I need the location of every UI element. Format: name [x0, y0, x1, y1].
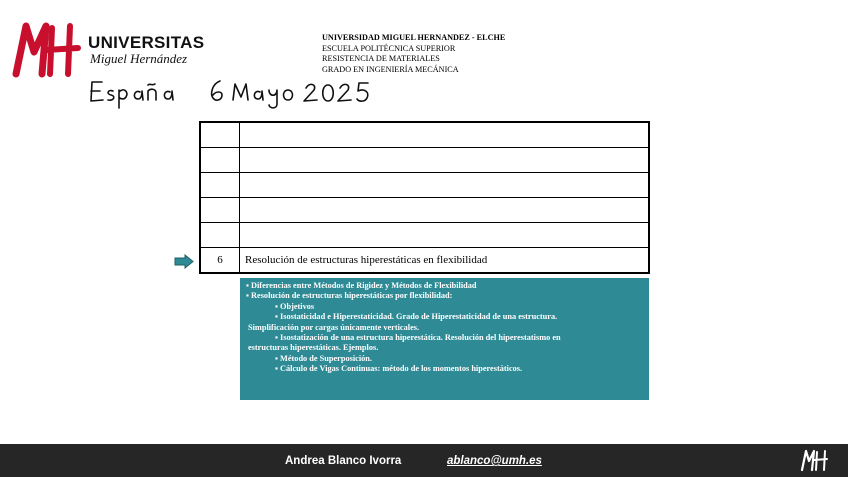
table-row — [200, 198, 649, 223]
topic-number — [200, 198, 240, 223]
topic-number — [200, 173, 240, 198]
content-line: ▪ Isostatización de una estructura hiperestática. Resolución del hiperestatismo en — [275, 333, 561, 343]
header-line-degree: GRADO EN INGENIERÍA MECÁNICA — [322, 64, 459, 74]
university-logo-icon — [12, 22, 82, 80]
topic-number — [200, 223, 240, 248]
topic-number: 6 — [200, 248, 240, 274]
header-line-university: UNIVERSIDAD MIGUEL HERNANDEZ - ELCHE — [322, 33, 506, 42]
table-row — [200, 223, 649, 248]
header-line-subject: RESISTENCIA DE MATERIALES — [322, 54, 440, 64]
author-email-link[interactable]: ablanco@umh.es — [447, 455, 542, 467]
content-line: ▪ Isostaticidad e Hiperestaticidad. Grado de Hiperestaticidad de una estructura. — [275, 312, 558, 322]
content-line: Simplificación por cargas únicamente verticales. — [248, 322, 420, 332]
content-line: ▪ Diferencias entre Métodos de Rigidez y Métodos de Flexibilidad — [246, 281, 477, 290]
handwritten-annotation — [88, 72, 378, 112]
topic-number — [200, 122, 240, 148]
content-line: ▪ Cálculo de Vigas Continuas: método de los momentos hiperestáticos. — [275, 364, 523, 374]
content-line: ▪ Resolución de estructuras hiperestáticas por flexibilidad: — [246, 291, 453, 301]
university-title: UNIVERSITAS — [88, 33, 205, 52]
footer-bar — [0, 444, 848, 477]
topic-title — [240, 198, 650, 223]
topic-content-box — [240, 278, 649, 400]
content-line: ▪ Método de Superposición. — [275, 353, 372, 363]
content-line: estructuras hiperestáticas. Ejemplos. — [248, 343, 379, 353]
table-row — [200, 148, 649, 173]
author-name: Andrea Blanco Ivorra — [285, 455, 402, 467]
current-topic-arrow-icon — [174, 254, 194, 269]
topic-title — [240, 173, 650, 198]
topic-title — [240, 223, 650, 248]
table-row — [200, 173, 649, 198]
university-subtitle: Miguel Hernández — [90, 51, 188, 66]
topic-number — [200, 148, 240, 173]
table-row-current — [200, 248, 649, 274]
header-line-school: ESCUELA POLITÉCNICA SUPERIOR — [322, 43, 456, 53]
topics-table — [199, 121, 650, 274]
topic-title: Resolución de estructuras hiperestáticas en flexibilidad — [240, 248, 650, 274]
footer-logo-icon — [800, 449, 828, 472]
course-header — [322, 33, 505, 75]
topic-title — [240, 148, 650, 173]
topic-title — [240, 122, 650, 148]
content-line: ▪ Objetivos — [275, 301, 315, 311]
table-row — [200, 122, 649, 148]
